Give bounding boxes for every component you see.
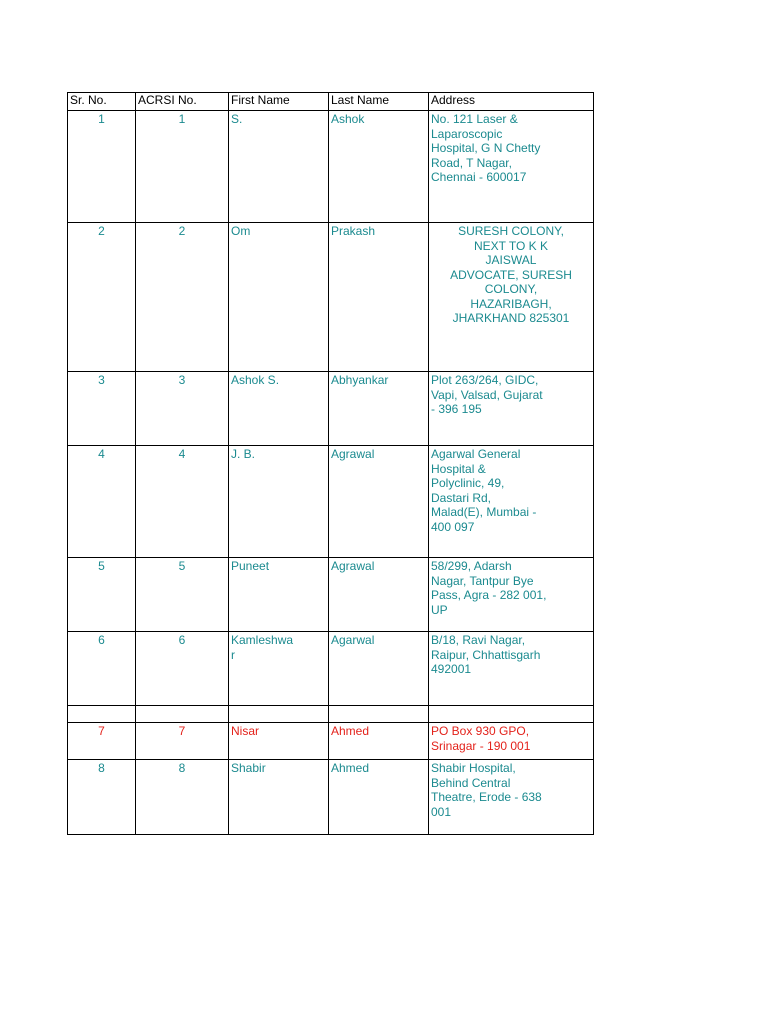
sr-no-cell: 3 xyxy=(68,372,136,446)
col-header-first-name: First Name xyxy=(229,93,329,111)
address-cell: PO Box 930 GPO, Srinagar - 190 001 xyxy=(429,723,594,760)
acrsi-no-cell: 2 xyxy=(136,223,229,372)
last-name-cell: Prakash xyxy=(329,223,429,372)
header-row xyxy=(68,93,594,111)
address-cell: Shabir Hospital, Behind Central Theatre, Erode - 638 001 xyxy=(429,760,594,835)
col-header-acrsi-no: ACRSI No. xyxy=(136,93,229,111)
last-name-cell: Ahmed xyxy=(329,760,429,835)
last-name-cell: Agrawal xyxy=(329,558,429,632)
sr-no-cell: 2 xyxy=(68,223,136,372)
table-row xyxy=(68,632,594,706)
first-name-cell: Om xyxy=(229,223,329,372)
first-name-cell: J. B. xyxy=(229,446,329,558)
first-name-cell: S. xyxy=(229,111,329,223)
first-name-cell: Nisar xyxy=(229,723,329,760)
acrsi-no-cell: 4 xyxy=(136,446,229,558)
table-row xyxy=(68,760,594,835)
sr-no-cell: 7 xyxy=(68,723,136,760)
last-name-cell: Ahmed xyxy=(329,723,429,760)
address-cell: No. 121 Laser & Laparoscopic Hospital, G N Chetty Road, T Nagar, Chennai - 600017 xyxy=(429,111,594,223)
empty-row xyxy=(68,706,594,723)
table-row xyxy=(68,111,594,223)
first-name-cell: Shabir xyxy=(229,760,329,835)
data-table xyxy=(67,92,594,835)
col-header-address: Address xyxy=(429,93,594,111)
acrsi-no-cell: 3 xyxy=(136,372,229,446)
sr-no-cell: 1 xyxy=(68,111,136,223)
last-name-cell: Abhyankar xyxy=(329,372,429,446)
address-cell: Agarwal General Hospital & Polyclinic, 49, Dastari Rd, Malad(E), Mumbai - 400 097 xyxy=(429,446,594,558)
col-header-last-name: Last Name xyxy=(329,93,429,111)
table-row xyxy=(68,446,594,558)
sr-no-cell: 4 xyxy=(68,446,136,558)
address-cell: Plot 263/264, GIDC, Vapi, Valsad, Gujarat - 396 195 xyxy=(429,372,594,446)
last-name-cell: Agrawal xyxy=(329,446,429,558)
acrsi-no-cell: 5 xyxy=(136,558,229,632)
table-row xyxy=(68,223,594,372)
last-name-cell: Agarwal xyxy=(329,632,429,706)
first-name-cell: Kamleshwa r xyxy=(229,632,329,706)
acrsi-no-cell: 1 xyxy=(136,111,229,223)
col-header-sr-no: Sr. No. xyxy=(68,93,136,111)
address-cell: B/18, Ravi Nagar, Raipur, Chhattisgarh 492001 xyxy=(429,632,594,706)
acrsi-no-cell: 7 xyxy=(136,723,229,760)
table-row xyxy=(68,558,594,632)
last-name-cell: Ashok xyxy=(329,111,429,223)
first-name-cell: Puneet xyxy=(229,558,329,632)
address-cell: 58/299, Adarsh Nagar, Tantpur Bye Pass, Agra - 282 001, UP xyxy=(429,558,594,632)
address-cell: SURESH COLONY, NEXT TO K K JAISWAL ADVOCATE, SURESH COLONY, HAZARIBAGH, JHARKHAND 825301 xyxy=(429,223,594,372)
acrsi-no-cell: 6 xyxy=(136,632,229,706)
sr-no-cell: 5 xyxy=(68,558,136,632)
first-name-cell: Ashok S. xyxy=(229,372,329,446)
table-row xyxy=(68,372,594,446)
acrsi-no-cell: 8 xyxy=(136,760,229,835)
table-row xyxy=(68,723,594,760)
sr-no-cell: 8 xyxy=(68,760,136,835)
sr-no-cell: 6 xyxy=(68,632,136,706)
